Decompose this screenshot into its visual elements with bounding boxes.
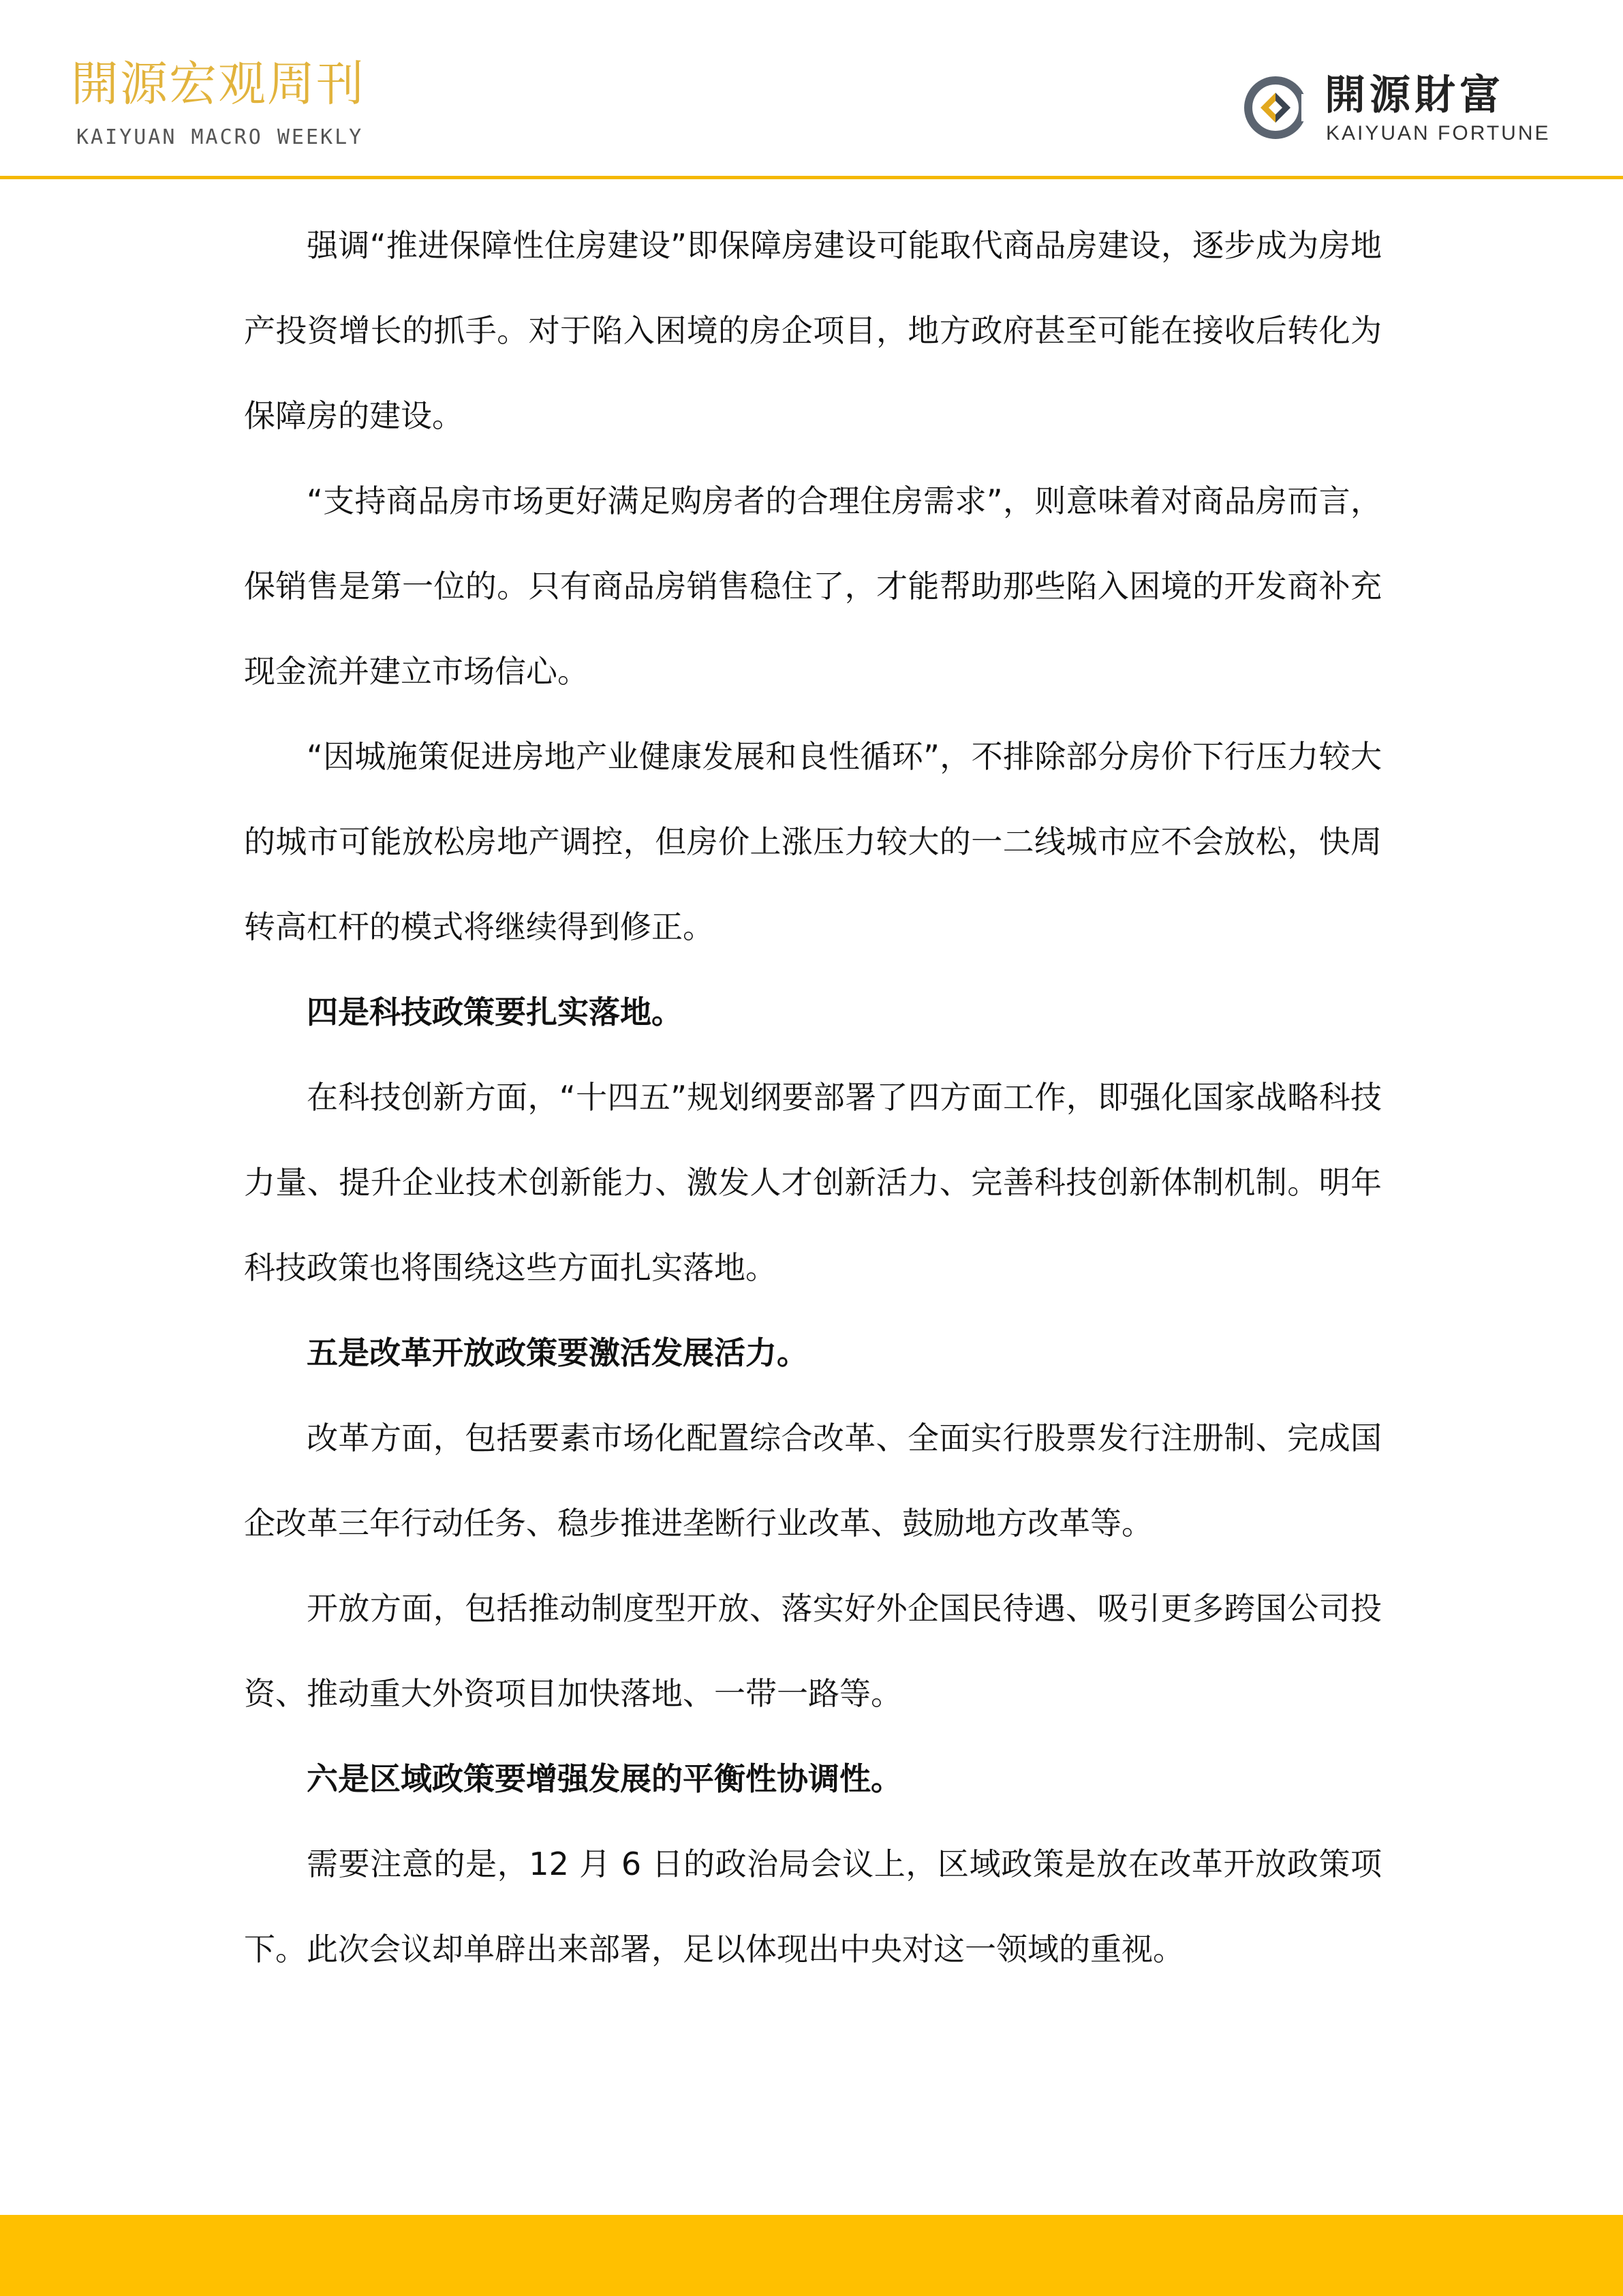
paragraph-housing-guarantee: 强调“推进保障性住房建设”即保障房建设可能取代商品房建设，逐步成为房地产投资增长的抓手。对于陷入困境的房企项目，地方政府甚至可能在接收后转化为保障房的建设。 bbox=[244, 227, 1382, 434]
paragraph-opening: 开放方面，包括推动制度型开放、落实好外企国民待遇、吸引更多跨国公司投资、推动重大外资项目加快落地、一带一路等。 bbox=[244, 1590, 1382, 1712]
publication-title: 開源宏观周刊 bbox=[71, 56, 365, 112]
paragraph-regional: 需要注意的是，12 月 6 日的政治局会议上，区域政策是放在改革开放政策项下。此次会议却单辟出来部署，足以体现出中央对这一领域的重视。 bbox=[244, 1846, 1382, 1968]
logo-chinese-name: 開源財富 bbox=[1325, 72, 1504, 119]
section-heading-tech-policy: 四是科技政策要扎实落地。 bbox=[307, 994, 683, 1030]
paragraph-city-policy: “因城施策促进房地产业健康发展和良性循环”，不排除部分房价下行压力较大的城市可能放松房地产调控，但房价上涨压力较大的一二线城市应不会放松，快周转高杠杆的模式将继续得到修正。 bbox=[244, 738, 1382, 945]
publication-subtitle: KAIYUAN MACRO WEEKLY bbox=[76, 125, 364, 149]
header-divider bbox=[0, 176, 1623, 179]
paragraph-reform: 改革方面，包括要素市场化配置综合改革、全面实行股票发行注册制、完成国企改革三年行动任务、稳步推进垄断行业改革、鼓励地方改革等。 bbox=[244, 1420, 1382, 1542]
paragraph-housing-demand: “支持商品房市场更好满足购房者的合理住房需求”，则意味着对商品房而言，保销售是第一位的。只有商品房销售稳住了，才能帮助那些陷入困境的开发商补充现金流并建立市场信心。 bbox=[244, 483, 1382, 690]
logo-english-name: KAIYUAN FORTUNE bbox=[1326, 122, 1551, 144]
kaiyuan-k-logo-icon bbox=[1241, 74, 1310, 142]
paragraph-tech-innovation: 在科技创新方面，“十四五”规划纲要部署了四方面工作，即强化国家战略科技力量、提升企业技术创新能力、激发人才创新活力、完善科技创新体制机制。明年科技政策也将围绕这些方面扎实落地。 bbox=[244, 1079, 1382, 1286]
section-heading-regional-policy: 六是区域政策要增强发展的平衡性协调性。 bbox=[307, 1760, 902, 1797]
section-heading-reform-opening: 五是改革开放政策要激活发展活力。 bbox=[307, 1334, 808, 1371]
company-logo bbox=[1241, 68, 1555, 150]
page-header bbox=[0, 0, 1623, 179]
article-body bbox=[244, 203, 1382, 1992]
footer-bar bbox=[0, 2215, 1623, 2296]
